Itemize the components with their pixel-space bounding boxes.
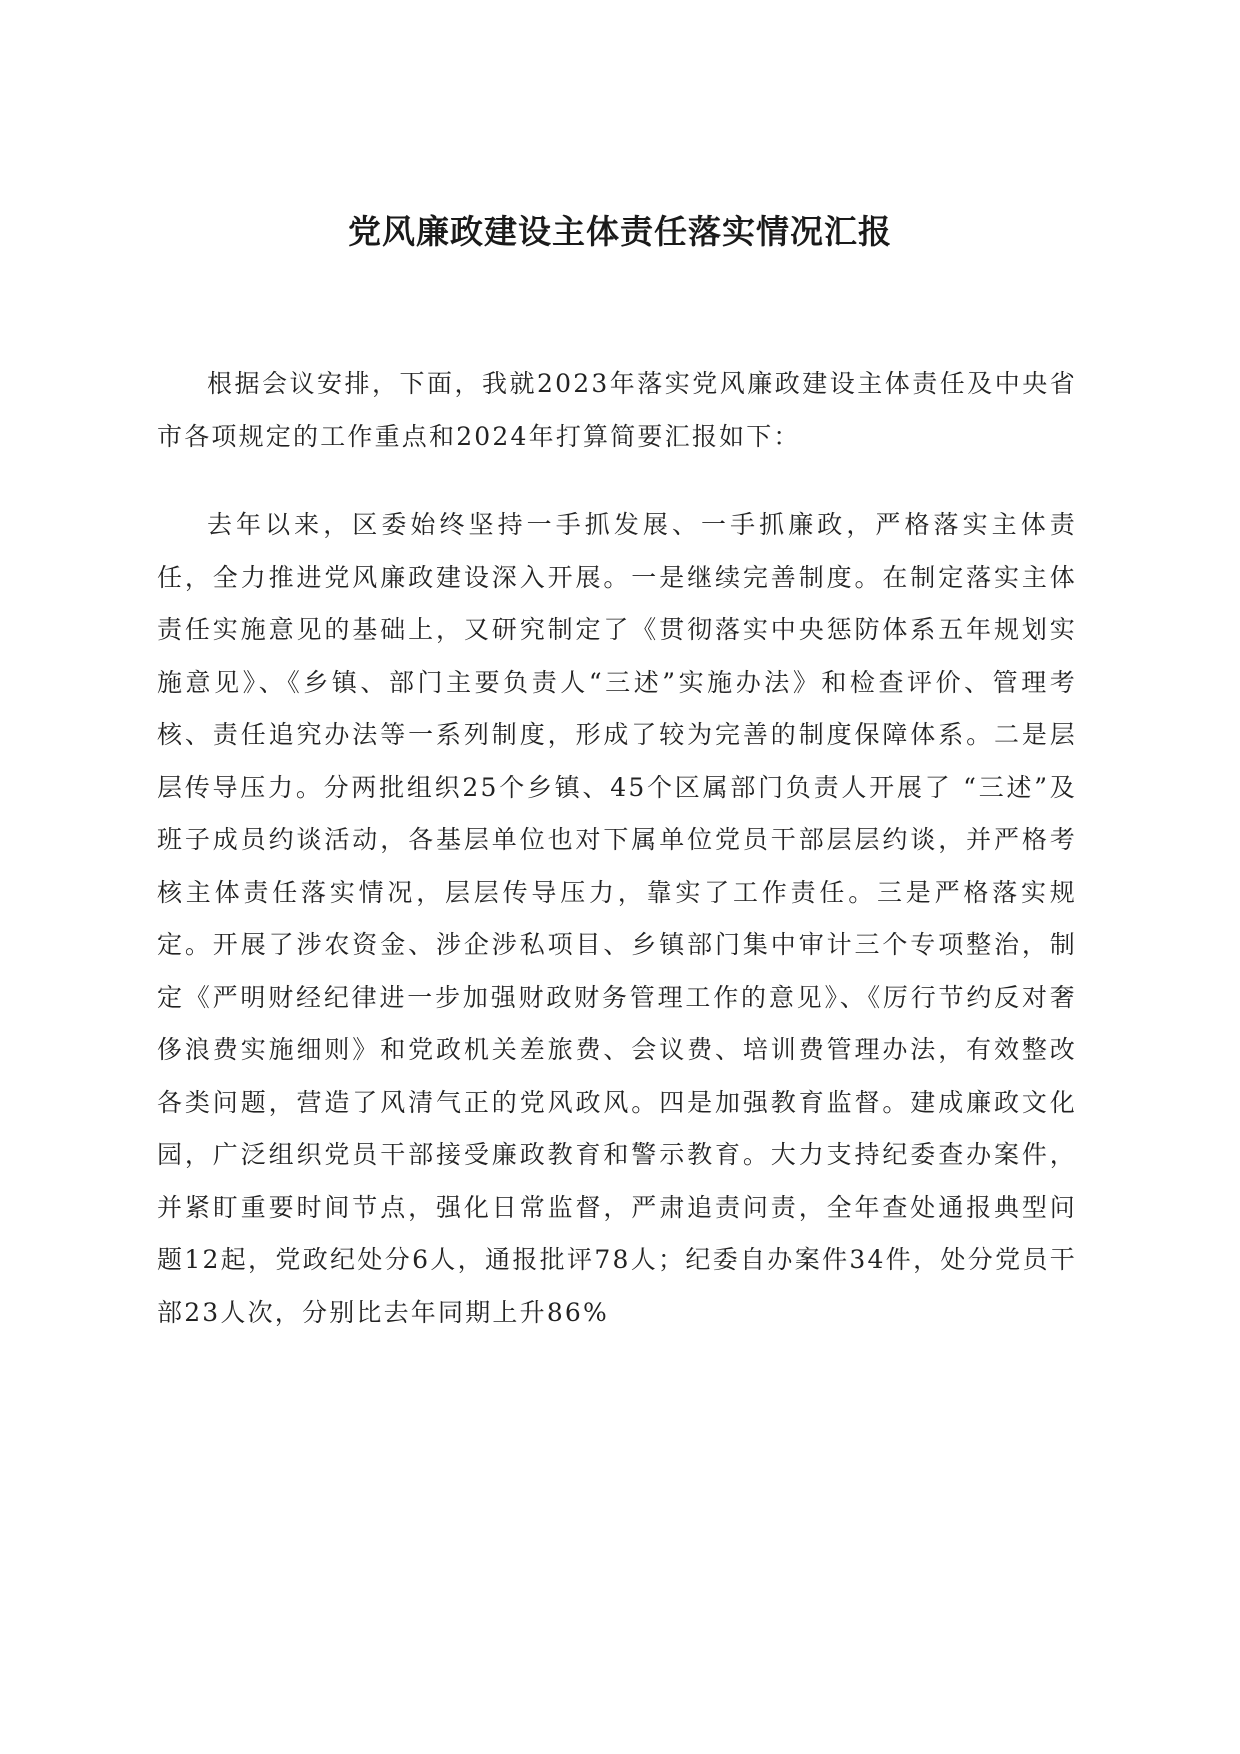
paragraph-body: 去年以来，区委始终坚持一手抓发展、一手抓廉政，严格落实主体责任，全力推进党风廉政建设深入开展。一是继续完善制度。在制定落实主体责任实施意见的基础上，又研究制定了《贯彻落实中央惩防体系五年规划实施意见》、《乡镇、部门主要负责人“三述”实施办法》和检查评价、管理考核、责任追究办法等一系列制度，形成了较为完善的制度保障体系。二是层层传导压力。分两批组织25个乡镇、45个区属部门负责人开展了 “三述”及班子成员约谈活动，各基层单位也对下属单位党员干部层层约谈，并严格考核主体责任落实情况，层层传导压力，靠实了工作责任。三是严格落实规定。开展了涉农资金、涉企涉私项目、乡镇部门集中审计三个专项整治，制定《严明财经纪律进一步加强财政财务管理工作的意见》、《厉行节约反对奢侈浪费实施细则》和党政机关差旅费、会议费、培训费管理办法，有效整改各类问题，营造了风清气正的党风政风。四是加强教育监督。建成廉政文化园，广泛组织党员干部接受廉政教育和警示教育。大力支持纪委查办案件，并紧盯重要时间节点，强化日常监督，严肃追责问责，全年查处通报典型问题12起，党政纪处分6人，通报批评78人；纪委自办案件34件，处分党员干部23人次，分别比去年同期上升86%: [157, 510, 1077, 1327]
document-title: 党风廉政建设主体责任落实情况汇报: [348, 212, 892, 252]
paragraph-intro: 根据会议安排，下面，我就2023年落实党风廉政建设主体责任及中央省市各项规定的工作重点和2024年打算简要汇报如下：: [157, 369, 1077, 451]
